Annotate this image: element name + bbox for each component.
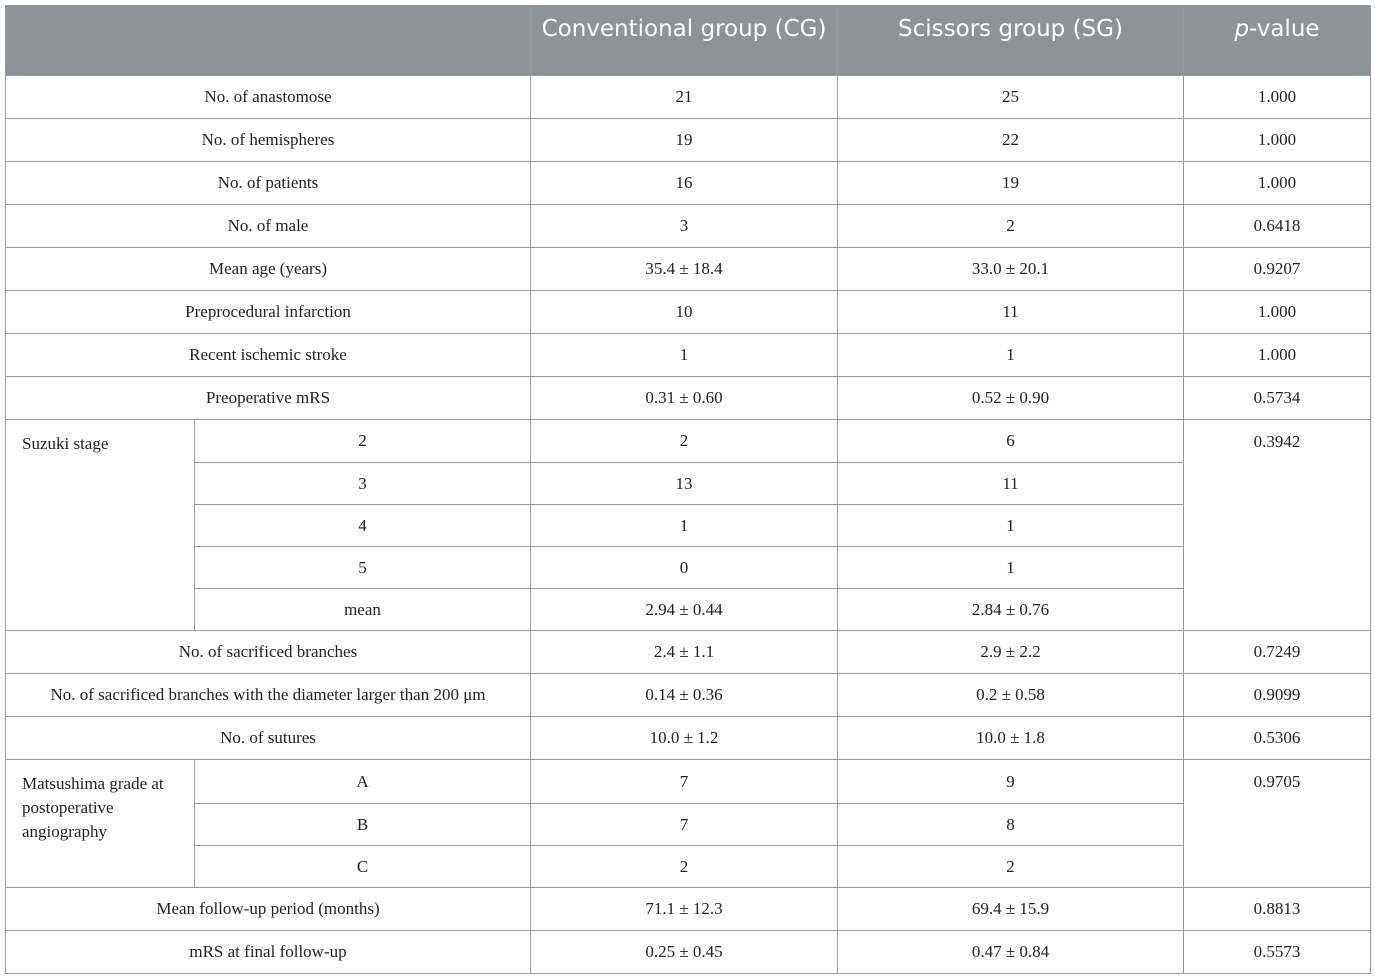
sg-value: 33.0 ± 20.1 [838,248,1184,291]
sg-value: 2 [838,846,1184,888]
header-scissors-group: Scissors group (SG) [838,6,1184,76]
table-row [6,547,1371,589]
p-value: 1.000 [1184,162,1371,205]
table-row [6,291,1371,334]
row-label: Mean age (years) [6,248,531,291]
table-row [6,420,1371,463]
sub-label: 2 [195,420,531,463]
sg-value: 8 [838,804,1184,846]
cg-value: 2 [531,420,838,463]
row-label: Recent ischemic stroke [6,334,531,377]
table-row [6,76,1371,119]
cg-value: 0 [531,547,838,589]
table-row [6,589,1371,631]
header-p-letter: p [1234,16,1250,42]
table-row [6,674,1371,717]
comparison-table [5,5,1371,974]
cg-value: 3 [531,205,838,248]
p-value: 1.000 [1184,291,1371,334]
sg-value: 19 [838,162,1184,205]
suzuki-stage-label: Suzuki stage [6,420,195,631]
cg-value: 10.0 ± 1.2 [531,717,838,760]
cg-value: 71.1 ± 12.3 [531,888,838,931]
p-value: 0.5573 [1184,931,1371,974]
sg-value: 1 [838,505,1184,547]
cg-value: 1 [531,334,838,377]
row-label: No. of male [6,205,531,248]
sg-value: 2.9 ± 2.2 [838,631,1184,674]
table-row [6,846,1371,888]
table-row [6,334,1371,377]
cg-value: 1 [531,505,838,547]
sg-value: 0.2 ± 0.58 [838,674,1184,717]
sg-value: 69.4 ± 15.9 [838,888,1184,931]
cg-value: 0.25 ± 0.45 [531,931,838,974]
table-row [6,248,1371,291]
table-row [6,463,1371,505]
header-blank [6,6,531,76]
p-value: 0.6418 [1184,205,1371,248]
sg-value: 10.0 ± 1.8 [838,717,1184,760]
sg-value: 25 [838,76,1184,119]
table-row [6,804,1371,846]
p-value: 1.000 [1184,334,1371,377]
table-header-row [6,6,1371,76]
row-label: No. of hemispheres [6,119,531,162]
table-row [6,162,1371,205]
row-label: Preprocedural infarction [6,291,531,334]
table-row [6,631,1371,674]
sg-value: 9 [838,760,1184,804]
sg-value: 0.52 ± 0.90 [838,377,1184,420]
cg-value: 7 [531,760,838,804]
p-value: 1.000 [1184,119,1371,162]
p-value: 0.9099 [1184,674,1371,717]
p-value: 0.5734 [1184,377,1371,420]
cg-value: 0.14 ± 0.36 [531,674,838,717]
sub-label: 3 [195,463,531,505]
sub-label: mean [195,589,531,631]
sg-value: 1 [838,547,1184,589]
row-label: No. of patients [6,162,531,205]
header-p-value [1184,6,1371,76]
table-row [6,205,1371,248]
header-p-suffix: -value [1249,16,1320,42]
p-value: 0.9705 [1184,760,1371,888]
row-label: Preoperative mRS [6,377,531,420]
cg-value: 16 [531,162,838,205]
row-label: Mean follow-up period (months) [6,888,531,931]
sg-value: 6 [838,420,1184,463]
row-label: No. of sutures [6,717,531,760]
header-conventional-group: Conventional group (CG) [531,6,838,76]
sg-value: 11 [838,291,1184,334]
table-row [6,931,1371,974]
row-label: No. of anastomose [6,76,531,119]
sg-value: 2.84 ± 0.76 [838,589,1184,631]
cg-value: 2 [531,846,838,888]
p-value: 0.9207 [1184,248,1371,291]
table-row [6,888,1371,931]
cg-value: 19 [531,119,838,162]
sg-value: 11 [838,463,1184,505]
sub-label: B [195,804,531,846]
sub-label: 5 [195,547,531,589]
sg-value: 1 [838,334,1184,377]
table-row [6,505,1371,547]
row-label: No. of sacrificed branches with the diameter larger than 200 μm [6,674,531,717]
sg-value: 0.47 ± 0.84 [838,931,1184,974]
table-row [6,377,1371,420]
cg-value: 21 [531,76,838,119]
table-row [6,760,1371,804]
sg-value: 2 [838,205,1184,248]
cg-value: 2.4 ± 1.1 [531,631,838,674]
cg-value: 13 [531,463,838,505]
sub-label: A [195,760,531,804]
matsushima-grade-label: Matsushima grade at postoperative angiography [6,760,195,888]
p-value: 0.7249 [1184,631,1371,674]
p-value: 0.3942 [1184,420,1371,631]
sg-value: 22 [838,119,1184,162]
table-row [6,717,1371,760]
row-label: mRS at final follow-up [6,931,531,974]
cg-value: 10 [531,291,838,334]
row-label: No. of sacrificed branches [6,631,531,674]
table-row [6,119,1371,162]
sub-label: C [195,846,531,888]
cg-value: 0.31 ± 0.60 [531,377,838,420]
sub-label: 4 [195,505,531,547]
cg-value: 7 [531,804,838,846]
p-value: 1.000 [1184,76,1371,119]
cg-value: 35.4 ± 18.4 [531,248,838,291]
cg-value: 2.94 ± 0.44 [531,589,838,631]
p-value: 0.5306 [1184,717,1371,760]
p-value: 0.8813 [1184,888,1371,931]
